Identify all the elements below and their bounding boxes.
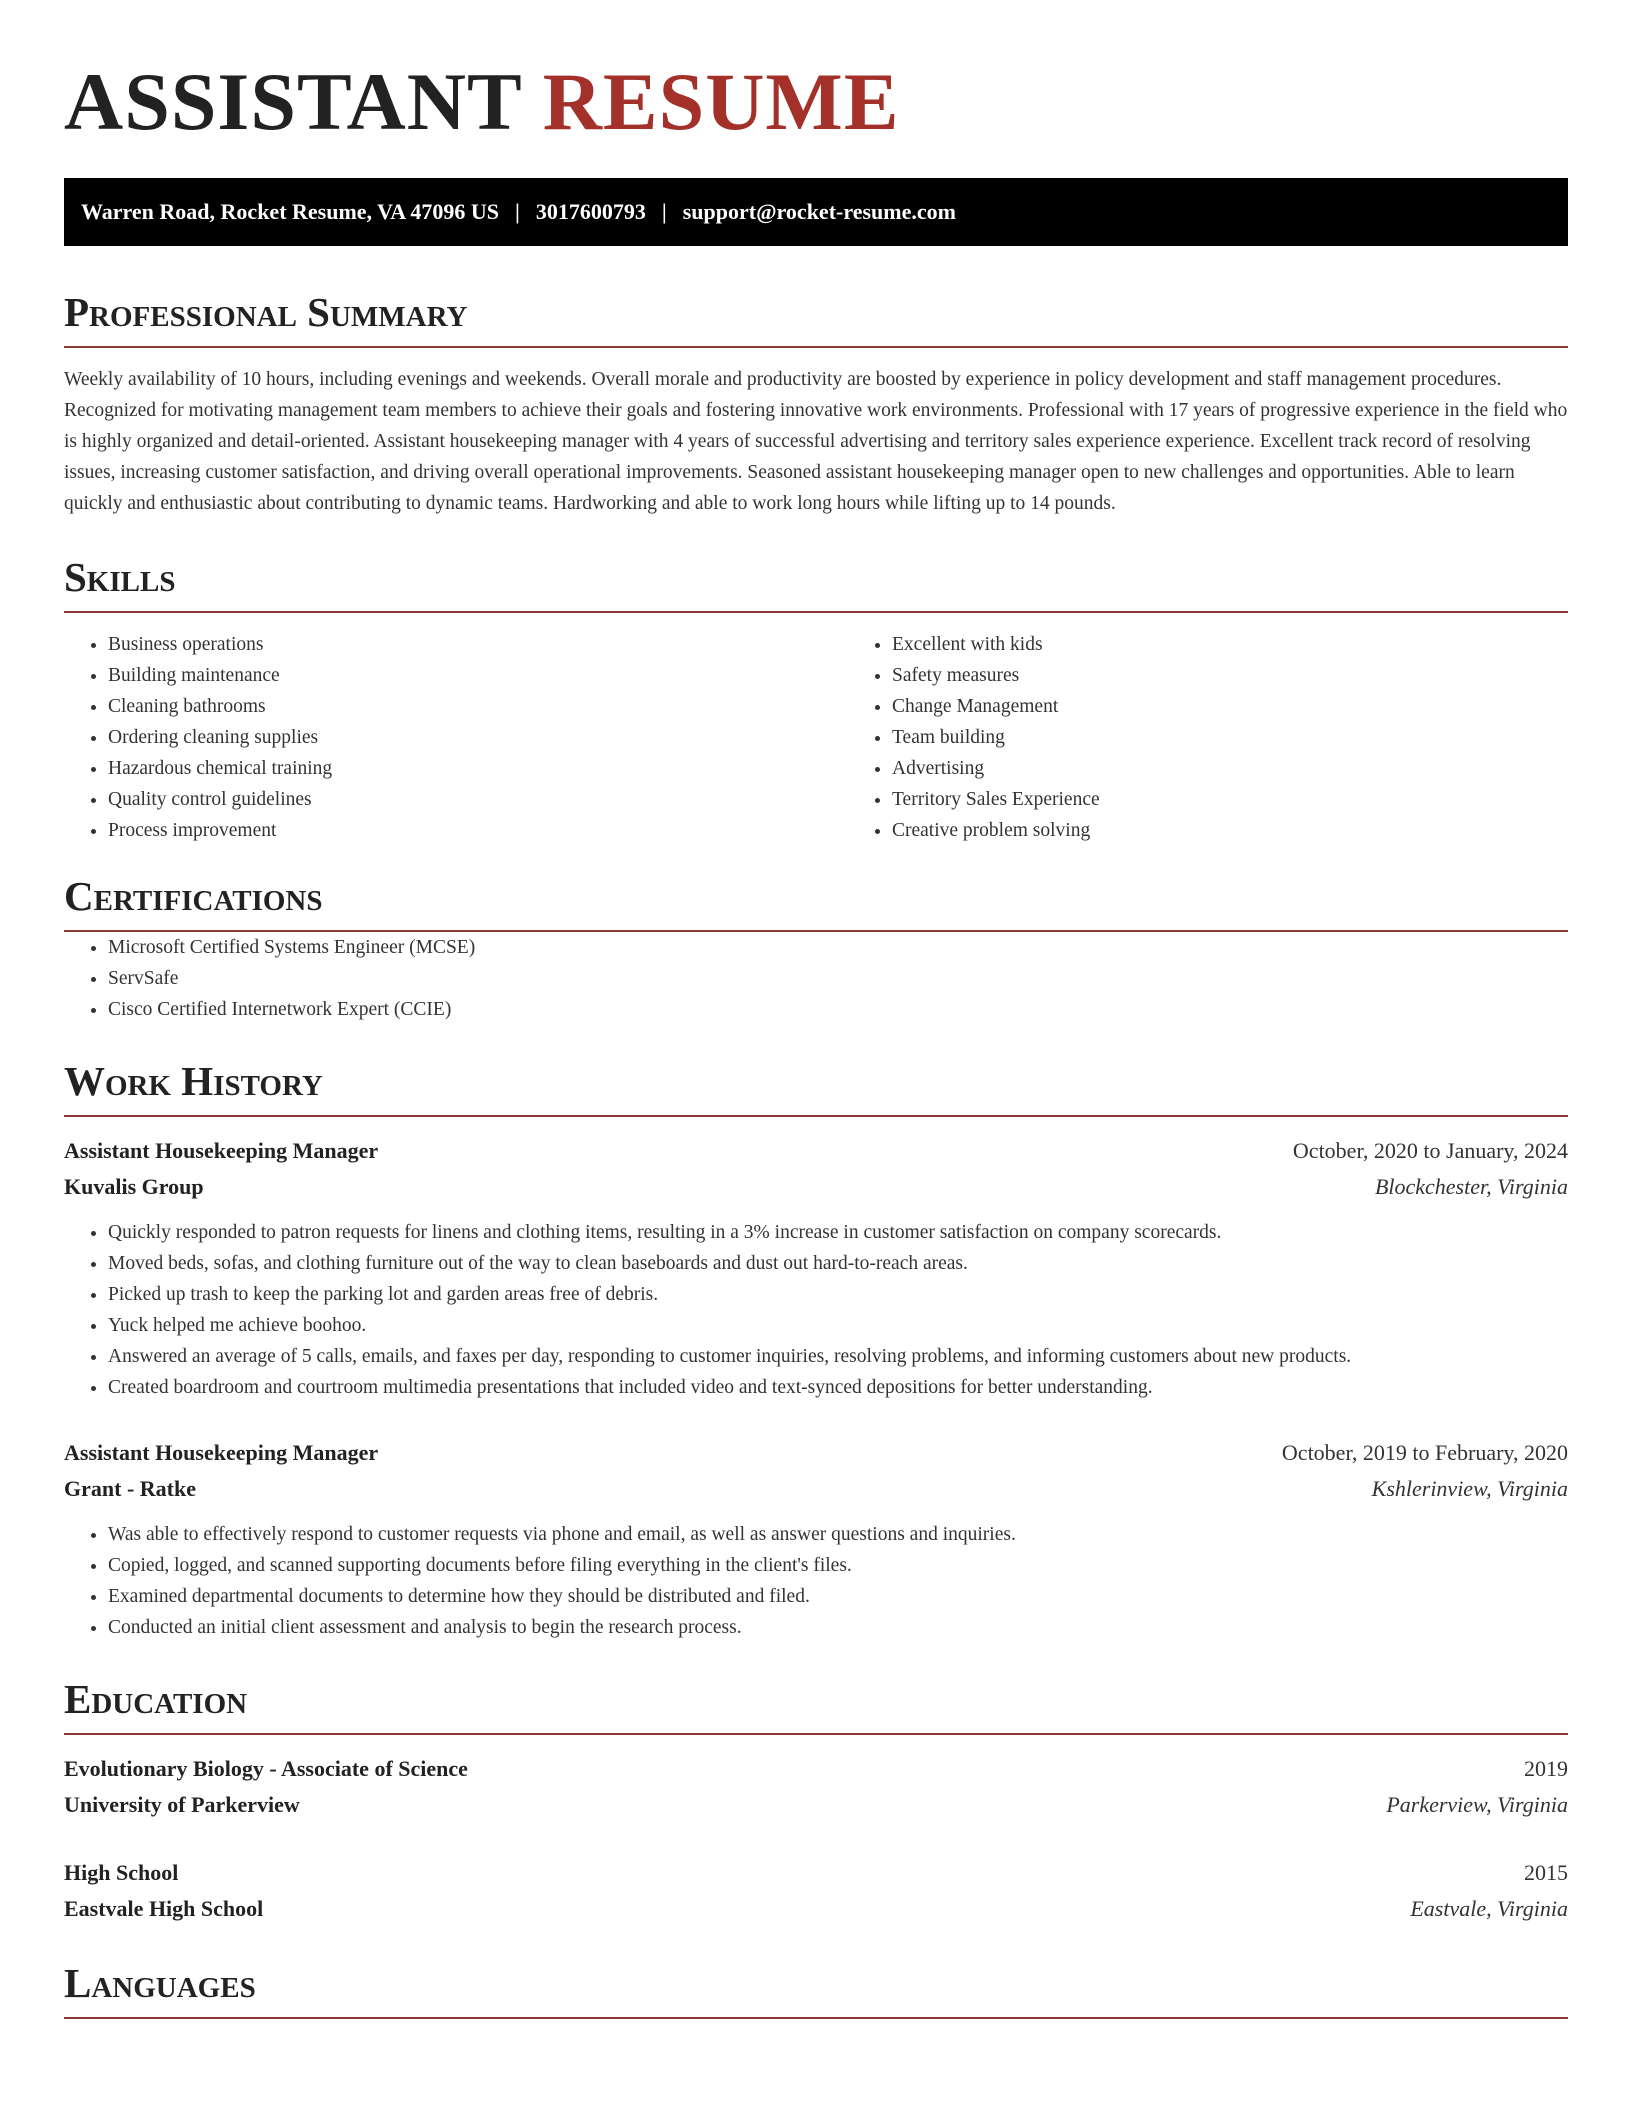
skill-item: • Cleaning bathrooms [108,691,848,722]
skill-item: • Advertising [892,753,1632,784]
job-header [64,1133,1568,1169]
education-school: University of Parkerview [64,1792,300,1817]
skill-item: • Building maintenance [108,660,848,691]
education-subheader [64,1787,1568,1823]
certifications-section [64,872,1568,1025]
job-location: Blockchester, Virginia [1374,1174,1568,1199]
skill-item: • Safety measures [892,660,1632,691]
contact-email: support@rocket-resume.com [682,199,956,224]
education-degree: High School [64,1860,179,1885]
job-bullet: • Was able to effectively respond to customer requests via phone and email, as well as answer questions and inquiries. [108,1519,1568,1550]
job-bullet: • Answered an average of 5 calls, emails, and faxes per day, responding to customer inquiries, resolving problems, and informing customers about new products. [108,1341,1568,1372]
job-title: Assistant Housekeeping Manager [64,1440,379,1465]
education-section [64,1675,1568,1927]
education-location: Eastvale, Virginia [1410,1896,1568,1921]
skill-item: • Quality control guidelines [108,784,848,815]
title-accent: RESUME [542,56,900,147]
contact-address: Warren Road, Rocket Resume, VA 47096 US [81,199,500,224]
education-degree: Evolutionary Biology - Associate of Science [64,1756,468,1781]
job-entry [64,1133,1568,1403]
skill-item: • Territory Sales Experience [892,784,1632,815]
skill-item: • Change Management [892,691,1632,722]
title-main: ASSISTANT [64,56,522,147]
job-entry [64,1435,1568,1643]
certifications-list [64,932,1568,1025]
languages-section [64,1959,1568,2019]
job-bullet: • Created boardroom and courtroom multimedia presentations that included video and text-synced depositions for better understanding. [108,1372,1568,1403]
job-bullet: • Examined departmental documents to determine how they should be distributed and filed. [108,1581,1568,1612]
education-entry [64,1751,1568,1823]
skills-columns [64,629,1568,846]
contact-separator: | [661,199,667,224]
certification-item: • Microsoft Certified Systems Engineer (MCSE) [108,932,1568,963]
job-bullet: • Copied, logged, and scanned supporting documents before filing everything in the client's files. [108,1550,1568,1581]
certification-item: • ServSafe [108,963,1568,994]
job-dates: October, 2019 to February, 2020 [1281,1440,1568,1465]
job-dates: October, 2020 to January, 2024 [1292,1138,1568,1163]
job-bullet: • Picked up trash to keep the parking lot and garden areas free of debris. [108,1279,1568,1310]
professional-summary-section [64,288,1568,519]
section-heading-certifications: Certifications [64,872,1568,932]
job-bullets [64,1519,1568,1643]
skills-list-left [64,629,848,846]
section-heading-education: Education [64,1675,1568,1735]
contact-separator: | [515,199,520,224]
section-heading-work-history: Work History [64,1057,1568,1117]
skill-item: • Ordering cleaning supplies [108,722,848,753]
job-bullet: • Conducted an initial client assessment and analysis to begin the research process. [108,1612,1568,1643]
section-heading-skills: Skills [64,553,1568,613]
summary-text: Weekly availability of 10 hours, including evenings and weekends. Overall morale and productivity are boosted by experience in policy development and staff management procedures. Recognized for motivating management team members to achieve their goals and fostering innovative work environments. Professional with 17 years of progressive experience in the field who is highly organized and detail-oriented. Assistant housekeeping manager with 4 years of successful advertising and territory sales experience experience. Excellent track record of resolving issues, increasing customer satisfaction, and driving overall operational improvements. Seasoned assistant housekeeping manager open to new challenges and opportunities. Able to learn quickly and enthusiastic about contributing to dynamic teams. Hardworking and able to work long hours while lifting up to 14 pounds. [64,369,1568,514]
education-entry [64,1855,1568,1927]
education-year: 2015 [1524,1860,1568,1885]
job-subheader [64,1471,1568,1507]
job-company: Grant - Ratke [64,1476,196,1501]
job-bullet: • Yuck helped me achieve boohoo. [108,1310,1568,1341]
contact-phone: 3017600793 [535,199,646,224]
skill-item: • Process improvement [108,815,848,846]
skills-list-right [848,629,1632,846]
job-title: Assistant Housekeeping Manager [64,1138,379,1163]
job-location: Kshlerinview, Virginia [1371,1476,1568,1501]
education-school: Eastvale High School [64,1896,264,1921]
section-heading-summary: Professional Summary [64,288,1568,348]
skill-item: • Business operations [108,629,848,660]
skill-item: • Team building [892,722,1632,753]
education-header [64,1855,1568,1891]
job-header [64,1435,1568,1471]
skill-item: • Hazardous chemical training [108,753,848,784]
education-header [64,1751,1568,1787]
job-company: Kuvalis Group [64,1174,204,1199]
skill-item: • Creative problem solving [892,815,1632,846]
job-subheader [64,1169,1568,1205]
skill-item: • Excellent with kids [892,629,1632,660]
resume-title [64,54,1568,150]
skills-section [64,553,1568,846]
job-bullet: • Moved beds, sofas, and clothing furniture out of the way to clean baseboards and dust out hard-to-reach areas. [108,1248,1568,1279]
contact-bar [64,178,1568,246]
job-bullet: • Quickly responded to patron requests for linens and clothing items, resulting in a 3% increase in customer satisfaction on company scorecards. [108,1217,1568,1248]
work-history-section [64,1057,1568,1643]
section-heading-languages: Languages [64,1959,1568,2019]
education-year: 2019 [1524,1756,1568,1781]
job-bullets [64,1217,1568,1403]
resume-page [64,0,1568,2019]
education-location: Parkerview, Virginia [1386,1792,1568,1817]
certification-item: • Cisco Certified Internetwork Expert (CCIE) [108,994,1568,1025]
education-subheader [64,1891,1568,1927]
